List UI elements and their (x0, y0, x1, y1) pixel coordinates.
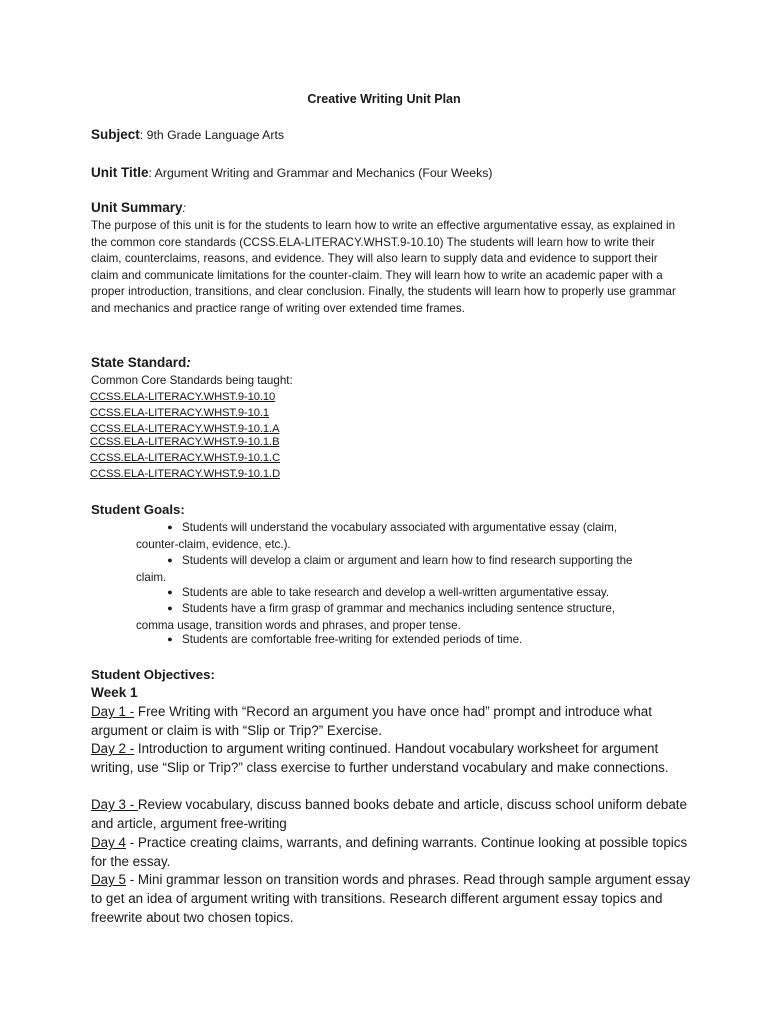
goal-item (136, 600, 696, 634)
state-standard-sep: : (186, 355, 191, 370)
day-item (91, 871, 691, 928)
document-title: Creative Writing Unit Plan (307, 92, 461, 106)
goal-text-cont: counter-claim, evidence, etc.). (136, 537, 291, 551)
subject-line (91, 127, 284, 142)
goal-text-cont: comma usage, transition words and phrases, and proper tense. (136, 618, 461, 632)
student-goals-heading: Student Goals: (91, 502, 185, 517)
standard-link[interactable]: CCSS.ELA-LITERACY.WHST.9-10.1.B (90, 436, 280, 448)
standard-link[interactable]: CCSS.ELA-LITERACY.WHST.9-10.1.A (90, 423, 280, 435)
day-text: Introduction to argument writing continued. Handout vocabulary worksheet for argument writing, use “Slip or Trip?” class exercise to further understand vocabulary and make connections. (91, 741, 669, 775)
standard-link[interactable]: CCSS.ELA-LITERACY.WHST.9-10.1 (90, 407, 270, 419)
goal-text: Students are comfortable free-writing for extended periods of time. (182, 633, 523, 646)
bullet-icon: ● (167, 634, 173, 644)
subject-label: Subject (91, 127, 140, 142)
standard-link[interactable]: CCSS.ELA-LITERACY.WHST.9-10.1.D (90, 468, 281, 480)
day-text: - Practice creating claims, warrants, and defining warrants. Continue looking at possible topics for the essay. (91, 835, 688, 869)
state-standard-label: State Standard (91, 355, 187, 370)
subject-sep: : (139, 128, 144, 142)
goal-text: Students are able to take research and develop a well-written argumentative essay. (182, 586, 610, 599)
day-label: Day 1 - (91, 704, 135, 719)
goal-text: Students will develop a claim or argument and learn how to find research supporting the (182, 554, 633, 567)
bullet-icon: ● (167, 603, 173, 613)
day-text: Review vocabulary, discuss banned books debate and article, discuss school uniform debate and article, argument free-writing (91, 797, 687, 831)
state-standard-heading (91, 355, 191, 370)
unit-title-line (91, 165, 493, 180)
standard-link[interactable]: CCSS.ELA-LITERACY.WHST.9-10.10 (90, 391, 276, 403)
day-text: - Mini grammar lesson on transition words and phrases. Read through sample argument essay to get an idea of argument writing with transitions. Research different argument essay topics and freewrite about two chosen topics. (91, 872, 691, 925)
day-label: Day 5 (91, 872, 126, 887)
standard-link[interactable]: CCSS.ELA-LITERACY.WHST.9-10.1.C (90, 452, 281, 464)
bullet-icon: ● (167, 555, 173, 565)
subject-value: 9th Grade Language Arts (143, 128, 285, 142)
bullet-icon: ● (167, 587, 173, 597)
unit-title-sep: : (148, 166, 152, 180)
bullet-icon: ● (167, 522, 173, 532)
unit-summary-text: The purpose of this unit is for the students to learn how to write an effective argumentative essay, as explained in the common core standards (CCSS.ELA-LITERACY.WHST.9-10.10) The students will learn how to write their claim, counterclaims, reasons, and evidence. They will also learn to supply data and evidence to support their claim and communicate limitations for the counter-claim. They will learn how to write an academic paper with a proper introduction, transitions, and clear conclusion. Finally, the students will learn how to properly use grammar and mechanics and practice range of writing over extended time frames. (91, 219, 676, 315)
goal-item (136, 552, 696, 586)
student-objectives-heading: Student Objectives: (91, 667, 215, 682)
unit-summary-label: Unit Summary (91, 200, 183, 215)
goal-item (136, 519, 696, 553)
day-item (91, 796, 691, 834)
goal-text-cont: claim. (136, 570, 167, 584)
goal-text: Students will understand the vocabulary associated with argumentative essay (claim, (182, 521, 617, 534)
unit-title-label: Unit Title (91, 165, 149, 180)
day-label: Day 2 - (91, 741, 135, 756)
unit-title-value: Argument Writing and Grammar and Mechanics (Four Weeks) (151, 166, 493, 180)
day-label: Day 4 (91, 835, 126, 850)
day-label: Day 3 - (91, 797, 138, 812)
day-item (91, 740, 691, 778)
unit-summary-sep: : (182, 201, 186, 215)
goal-text: Students have a firm grasp of grammar and mechanics including sentence structure, (182, 602, 616, 615)
day-item (91, 834, 691, 872)
goal-item (136, 631, 696, 649)
week-heading: Week 1 (91, 685, 138, 700)
unit-summary-heading (91, 200, 186, 215)
day-text: Free Writing with “Record an argument you have once had” prompt and introduce what argument or claim is with “Slip or Trip?” Exercise. (91, 704, 652, 738)
state-standard-intro: Common Core Standards being taught: (91, 374, 293, 387)
goal-item (136, 584, 696, 602)
day-item (91, 703, 691, 741)
